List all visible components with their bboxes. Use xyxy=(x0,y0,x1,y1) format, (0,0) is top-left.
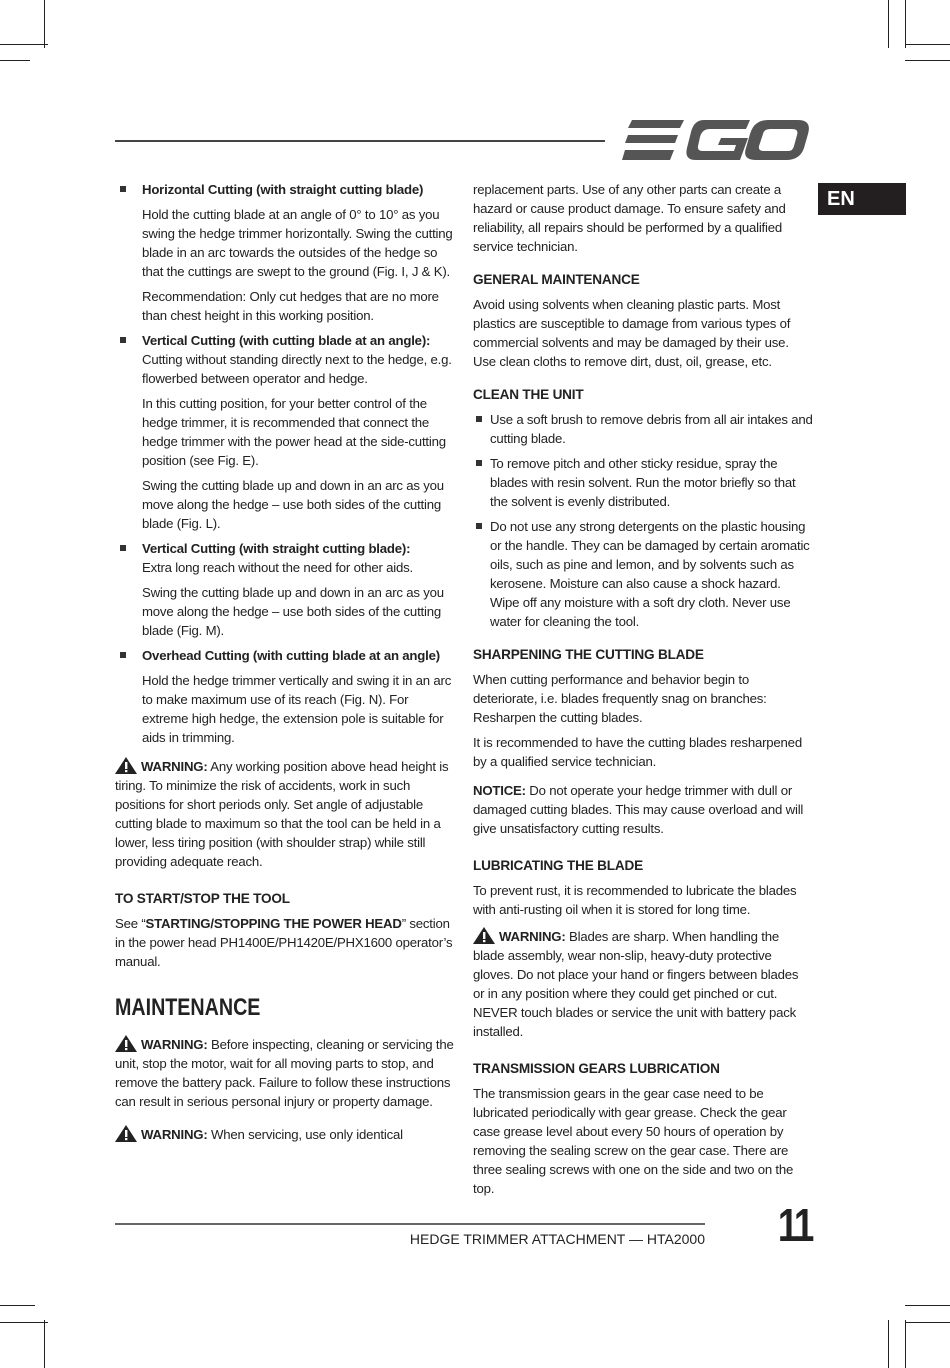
section-heading: SHARPENING THE CUTTING BLADE xyxy=(473,647,704,662)
paragraph: Avoid using solvents when cleaning plastic parts. Most plastics are susceptible to damage from various types of commercial solvents and may be damaged by their use. Use clean cloths to remove dirt, dust, oil, grease, etc. xyxy=(473,297,791,369)
list-item xyxy=(115,646,455,665)
list-item xyxy=(115,539,455,577)
warning-label: WARNING: xyxy=(141,1037,208,1052)
list-item xyxy=(473,454,813,511)
language-tab: EN xyxy=(818,183,906,215)
crop-mark xyxy=(905,60,950,61)
footer-title: HEDGE TRIMMER ATTACHMENT — HTA2000 xyxy=(409,1231,705,1247)
crop-mark xyxy=(905,1305,950,1306)
item-title: Vertical Cutting (with cutting blade at an angle): xyxy=(142,333,431,348)
paragraph: Recommendation: Only cut hedges that are no more than chest height in this working position. xyxy=(142,289,439,323)
page-number: 11 xyxy=(777,1199,812,1251)
paragraph: Hold the hedge trimmer vertically and swing it in an arc to make maximum use of its reach (Fig. N). For extreme high hedge, the extension pole is suitable for aids in trimming. xyxy=(142,673,452,745)
left-column xyxy=(115,180,455,1150)
section-heading: LUBRICATING THE BLADE xyxy=(473,858,643,873)
crop-mark xyxy=(905,1320,906,1368)
warning-block xyxy=(115,1035,455,1111)
notice-label: NOTICE: xyxy=(473,783,526,798)
bullet-square-icon xyxy=(476,523,482,529)
paragraph: When cutting performance and behavior begin to deteriorate, i.e. blades frequently snag on branches: Resharpen the cutting blades. xyxy=(473,672,767,725)
warning-icon xyxy=(473,927,495,944)
crop-mark xyxy=(905,44,950,45)
notice-text: Do not operate your hedge trimmer with dull or damaged cutting blades. This may cause overload and will give unsatisfactory cutting results. xyxy=(473,783,804,836)
reference-title: STARTING/STOPPING THE POWER HEAD xyxy=(145,916,402,931)
warning-label: WARNING: xyxy=(141,1127,208,1142)
notice-block xyxy=(473,781,813,838)
warning-icon xyxy=(115,1035,137,1052)
paragraph: Swing the cutting blade up and down in an arc as you move along the hedge – use both sides of the cutting blade (Fig. M). xyxy=(142,585,444,638)
list-item xyxy=(473,517,813,631)
crop-mark xyxy=(0,1322,48,1323)
crop-mark xyxy=(44,1320,45,1368)
list-item xyxy=(473,410,813,448)
paragraph: Swing the cutting blade up and down in an arc as you move along the hedge – use both sides of the cutting blade (Fig. L). xyxy=(142,478,444,531)
bullet-square-icon xyxy=(120,337,126,343)
warning-text: When servicing, use only identical xyxy=(211,1127,403,1142)
bullet-square-icon xyxy=(120,186,126,192)
paragraph: In this cutting position, for your better control of the hedge trimmer, it is recommended that connect the hedge trimmer with the power head at the side-cutting position (see Fig. E). xyxy=(142,396,446,468)
crop-mark xyxy=(888,1320,889,1368)
warning-label: WARNING: xyxy=(141,759,208,774)
list-item xyxy=(115,180,455,199)
crop-mark xyxy=(0,44,48,45)
crop-mark xyxy=(905,0,906,48)
section-heading: TO START/STOP THE TOOL xyxy=(115,891,290,906)
paragraph: To prevent rust, it is recommended to lubricate the blades with anti-rusting oil when it is stored for long time. xyxy=(473,883,797,917)
section-heading: TRANSMISSION GEARS LUBRICATION xyxy=(473,1061,720,1076)
warning-block xyxy=(473,927,813,1041)
header-rule xyxy=(115,140,605,142)
item-text: To remove pitch and other sticky residue, spray the blades with resin solvent. Run the motor briefly so that the solvent is evenly distributed. xyxy=(490,456,796,509)
paragraph: Hold the cutting blade at an angle of 0° to 10° as you swing the hedge trimmer horizontally. Swing the cutting blade in an arc towards the outsides of the hedge so that the cuttings are swept to the ground (Fig. I, J & K). xyxy=(142,207,453,279)
crop-mark xyxy=(0,60,30,61)
footer-rule xyxy=(115,1223,705,1225)
section-heading: GENERAL MAINTENANCE xyxy=(473,272,640,287)
crop-mark xyxy=(0,1305,35,1306)
text-run: See “ xyxy=(115,916,146,931)
bullet-square-icon xyxy=(476,460,482,466)
warning-block xyxy=(115,757,455,871)
warning-text: Before inspecting, cleaning or servicing the unit, stop the motor, wait for all moving parts to stop, and remove the battery pack. Failure to follow these instructions can result in serious personal injury or property damage. xyxy=(115,1037,454,1109)
item-text: Cutting without standing directly next to the hedge, e.g. flowerbed between operator and hedge. xyxy=(142,352,452,386)
crop-mark xyxy=(888,0,889,48)
crop-mark xyxy=(44,0,45,48)
warning-text: Blades are sharp. When handling the blade assembly, wear non-slip, heavy-duty protective gloves. Do not place your hand or fingers between blades or in any position where they could get pinched or cut. NEVER touch blades or service the unit with battery pack installed. xyxy=(473,929,799,1039)
paragraph xyxy=(115,914,455,971)
item-title: Horizontal Cutting (with straight cutting blade) xyxy=(142,182,424,197)
item-text: Do not use any strong detergents on the plastic housing or the handle. They can be damaged by certain aromatic oils, such as pine and lemon, and by solvents such as kerosene. Moisture can also cause a shock hazard. Wipe off any moisture with a soft dry cloth. Never use water for cleaning the tool. xyxy=(490,519,810,629)
list-item xyxy=(115,331,455,388)
paragraph: The transmission gears in the gear case need to be lubricated periodically with gear grease. Check the gear case grease level about every 50 hours of operation by removing the sealing screw on the gear case. There are three sealing screws with one on the side and two on the top. xyxy=(473,1086,794,1196)
ego-logo xyxy=(622,118,810,162)
warning-icon xyxy=(115,1125,137,1142)
section-heading: CLEAN THE UNIT xyxy=(473,387,584,402)
paragraph: replacement parts. Use of any other parts can create a hazard or cause product damage. To ensure safety and reliability, all repairs should be performed by a qualified service technician. xyxy=(473,182,786,254)
bullet-square-icon xyxy=(476,416,482,422)
paragraph: It is recommended to have the cutting blades resharpened by a qualified service technician. xyxy=(473,735,802,769)
warning-label: WARNING: xyxy=(499,929,566,944)
text-run: ” section in the power head PH1400E/PH1420E/PHX1600 operator’s manual. xyxy=(115,916,453,969)
item-text: Extra long reach without the need for other aids. xyxy=(142,560,413,575)
warning-block xyxy=(115,1125,455,1144)
bullet-square-icon xyxy=(120,545,126,551)
warning-icon xyxy=(115,757,137,774)
page-section-title: MAINTENANCE xyxy=(115,994,261,1021)
crop-mark xyxy=(905,1322,950,1323)
item-title: Vertical Cutting (with straight cutting blade): xyxy=(142,541,411,556)
item-title: Overhead Cutting (with cutting blade at an angle) xyxy=(142,648,440,663)
item-text: Use a soft brush to remove debris from all air intakes and cutting blade. xyxy=(490,412,813,446)
warning-text: Any working position above head height is tiring. To minimize the risk of accidents, work in such positions for short periods only. Set angle of adjustable cutting blade to maximum so that the tool can be held in a lower, less tiring position (with shoulder strap) while still providing adequate reach. xyxy=(115,759,449,869)
bullet-square-icon xyxy=(120,652,126,658)
right-column xyxy=(473,180,813,1204)
